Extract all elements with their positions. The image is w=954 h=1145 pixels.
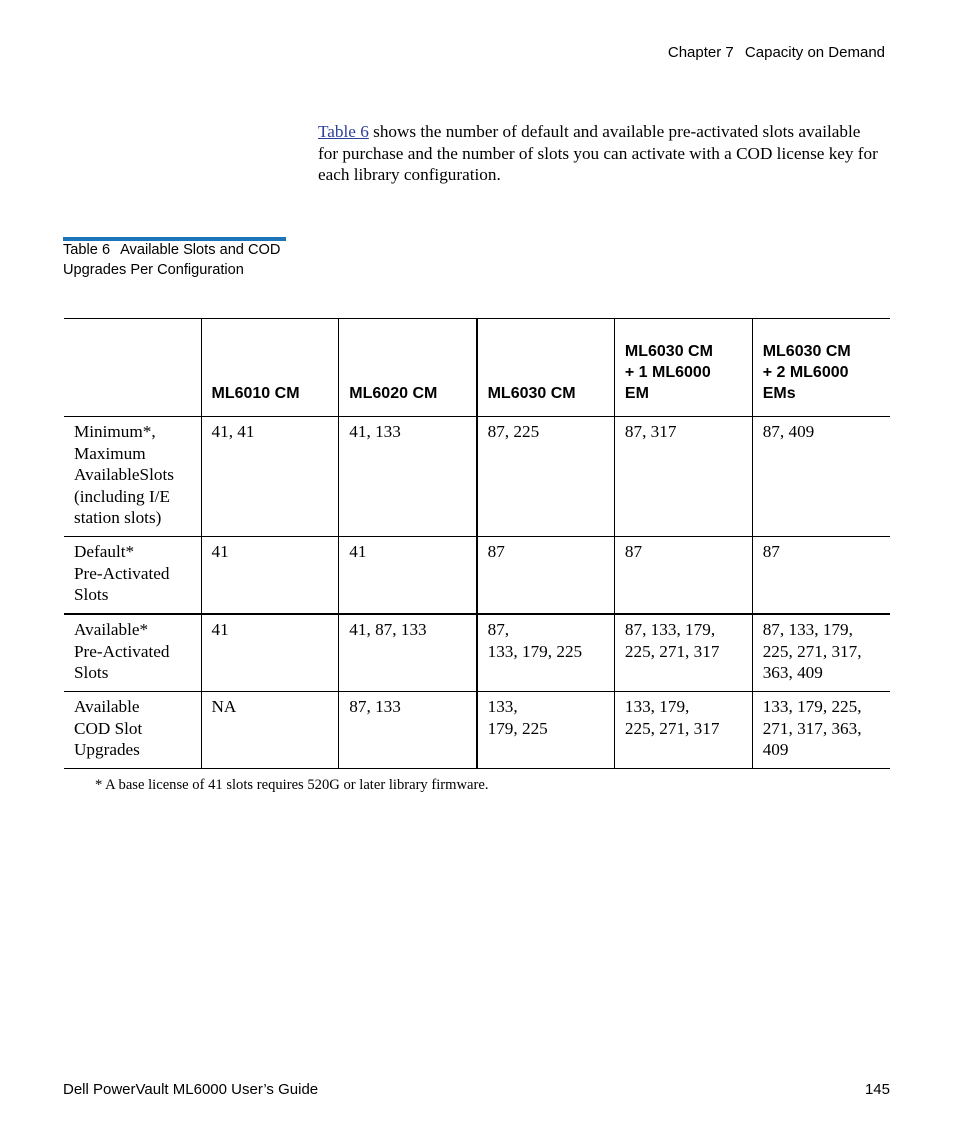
table-cell: 87, 317 [614,417,752,537]
column-header-ml6030-2em: ML6030 CM + 2 ML6000 EMs [752,319,890,417]
row-label: Available* Pre-Activated Slots [74,620,170,682]
table-header-row [64,319,890,417]
intro-text: shows the number of default and available pre-activated slots available for purchase and the number of slots you can activate with a COD license key for each library configuration. [318,122,878,184]
table-cell: 87, 133, 179, 225 [477,614,615,692]
column-header-ml6030-1em: ML6030 CM + 1 ML6000 EM [614,319,752,417]
table-cell: 41, 133 [339,417,477,537]
footer-page-number: 145 [864,1081,890,1098]
table-row [64,614,890,692]
row-label: Default* Pre-Activated Slots [74,542,170,604]
table-cell: 87 [752,537,890,615]
table-cell: 41, 87, 133 [339,614,477,692]
table-cell: 87 [614,537,752,615]
table-6-link[interactable]: Table 6 [318,122,369,141]
table-cell: 41 [339,537,477,615]
intro-paragraph [318,121,878,186]
running-header [668,44,885,61]
table-cell: 87, 133, 179, 225, 271, 317, 363, 409 [752,614,890,692]
chapter-title: Capacity on Demand [744,44,885,61]
row-label: Available COD Slot Upgrades [74,697,143,759]
table-cell: 133, 179, 225 [477,692,615,769]
table-cell: 41, 41 [201,417,339,537]
table-cell: NA [201,692,339,769]
column-header [64,319,201,417]
column-header-ml6030: ML6030 CM [477,319,615,417]
table-cell: 87, 225 [477,417,615,537]
caption-number: Table 6 [63,242,111,258]
table-cell: 87, 409 [752,417,890,537]
caption-title: Available Slots and COD Upgrades Per Configuration [63,242,281,278]
column-header-ml6010: ML6010 CM [201,319,339,417]
table-cell: 87 [477,537,615,615]
slots-table [64,318,890,769]
table-cell: 87, 133, 179, 225, 271, 317 [614,614,752,692]
table-row [64,537,890,615]
table-cell: 41 [201,537,339,615]
row-label: Minimum*, Maximum AvailableSlots (including I/E station slots) [74,422,174,527]
table-cell: 133, 179, 225, 271, 317 [614,692,752,769]
table-footnote: * A base license of 41 slots requires 520G or later library firmware. [95,777,489,793]
table-cell: 41 [201,614,339,692]
table-row [64,417,890,537]
table-caption [63,241,283,280]
table-cell: 133, 179, 225, 271, 317, 363, 409 [752,692,890,769]
table-row [64,692,890,769]
table-cell: 87, 133 [339,692,477,769]
chapter-number: Chapter 7 [667,44,734,61]
footer-guide-title: Dell PowerVault ML6000 User’s Guide [63,1081,319,1098]
column-header-ml6020: ML6020 CM [339,319,477,417]
